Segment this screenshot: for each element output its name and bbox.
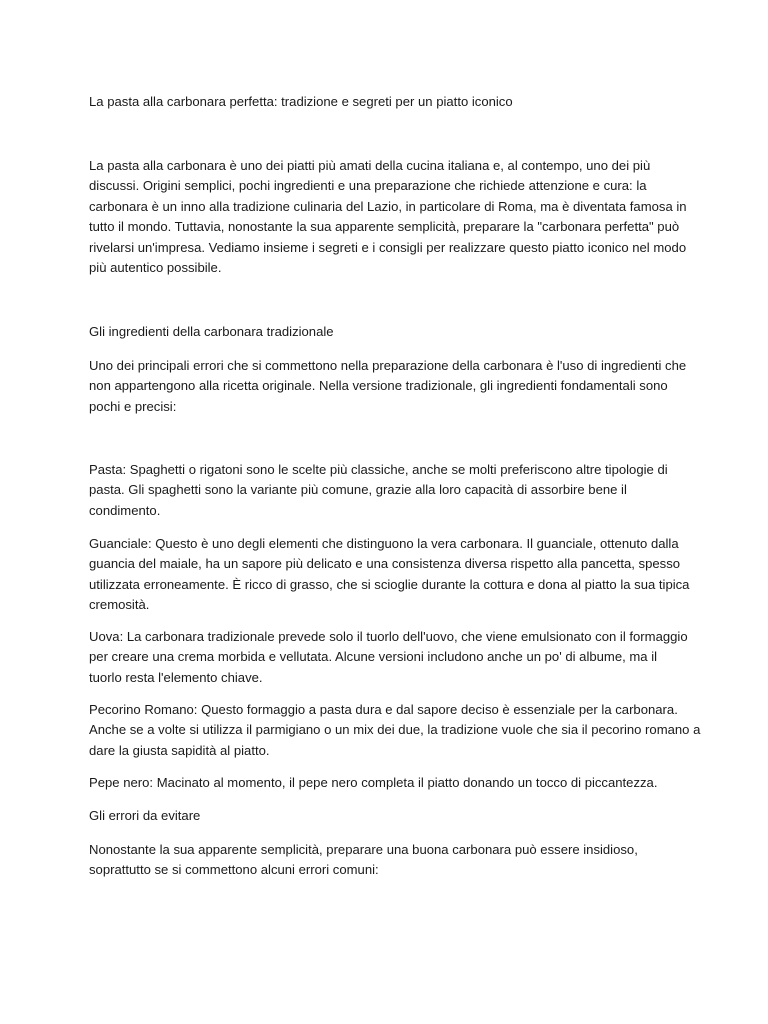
pasta-line-1: Pasta: Spaghetti o rigatoni sono le scelte più classiche, anche se molti preferiscono altre tipologie di bbox=[89, 462, 668, 477]
errors-intro-line-1: Nonostante la sua apparente semplicità, preparare una buona carbonara può essere insidioso, bbox=[89, 842, 638, 857]
intro-line-4: tutto il mondo. Tuttavia, nonostante la sua apparente semplicità, preparare la "carbonara perfetta" può bbox=[89, 219, 680, 235]
pecorino-line-3: dare la giusta sapidità al piatto. bbox=[89, 742, 270, 758]
pecorino-line-1: Pecorino Romano: Questo formaggio a pasta dura e dal sapore deciso è essenziale per la carbonara. bbox=[89, 702, 678, 717]
intro-line-3: carbonara è un inno alla tradizione culinaria del Lazio, in particolare di Roma, ma è diventata famosa in bbox=[89, 198, 687, 214]
uova-paragraph bbox=[89, 627, 688, 688]
pasta-line-2: pasta. Gli spaghetti sono la variante più comune, grazie alla loro capacità di assorbire bene il bbox=[89, 482, 627, 498]
intro-line-6: più autentico possibile. bbox=[89, 260, 222, 276]
document-title bbox=[89, 92, 513, 112]
guanciale-line-4: cremosità. bbox=[89, 597, 150, 613]
pepe-paragraph bbox=[89, 773, 657, 793]
ingredients-intro-line-2: non appartengono alla ricetta originale. Nella versione tradizionale, gli ingredienti fondamentali sono bbox=[89, 378, 668, 394]
uova-line-1: Uova: La carbonara tradizionale prevede solo il tuorlo dell'uovo, che viene emulsionato con il formaggio bbox=[89, 629, 688, 644]
pasta-paragraph bbox=[89, 460, 668, 521]
pecorino-line-2: Anche se a volte si utilizza il parmigiano o un mix dei due, la tradizione vuole che sia il pecorino romano a bbox=[89, 722, 701, 738]
guanciale-line-2: guancia del maiale, ha un sapore più delicato e una consistenza diversa rispetto alla pancetta, spesso bbox=[89, 556, 681, 572]
errors-intro-line-2: soprattutto se si commettono alcuni errori comuni: bbox=[89, 862, 379, 878]
intro-line-1: La pasta alla carbonara è uno dei piatti più amati della cucina italiana e, al contempo, uno dei più bbox=[89, 158, 651, 173]
guanciale-line-1: Guanciale: Questo è uno degli elementi che distinguono la vera carbonara. Il guanciale, ottenuto dalla bbox=[89, 536, 679, 551]
ingredients-intro-line-1: Uno dei principali errori che si commettono nella preparazione della carbonara è l'uso di ingredienti che bbox=[89, 358, 687, 373]
ingredients-intro-line-3: pochi e precisi: bbox=[89, 398, 177, 414]
intro-line-5: rivelarsi un'impresa. Vediamo insieme i segreti e i consigli per realizzare questo piatto iconico nel modo bbox=[89, 239, 687, 255]
heading-errors bbox=[89, 806, 200, 826]
guanciale-line-3: utilizzata erroneamente. È ricco di grasso, che si scioglie durante la cottura e dona al piatto la sua tipica bbox=[89, 576, 690, 592]
title-line: La pasta alla carbonara perfetta: tradizione e segreti per un piatto iconico bbox=[89, 94, 513, 109]
pepe-line: Pepe nero: Macinato al momento, il pepe nero completa il piatto donando un tocco di piccantezza. bbox=[89, 775, 658, 790]
heading-ingredients-line: Gli ingredienti della carbonara tradizionale bbox=[89, 324, 334, 339]
ingredients-intro-paragraph bbox=[89, 356, 686, 417]
heading-errors-line: Gli errori da evitare bbox=[89, 808, 201, 823]
guanciale-paragraph bbox=[89, 534, 689, 616]
pecorino-paragraph bbox=[89, 700, 700, 761]
heading-ingredients bbox=[89, 322, 334, 342]
errors-intro-paragraph bbox=[89, 840, 638, 881]
uova-line-3: tuorlo resta l'elemento chiave. bbox=[89, 669, 263, 685]
intro-paragraph bbox=[89, 156, 687, 278]
pasta-line-3: condimento. bbox=[89, 502, 161, 518]
intro-line-2: discussi. Origini semplici, pochi ingredienti e una preparazione che richiede attenzione e cura: la bbox=[89, 178, 647, 194]
uova-line-2: per creare una crema morbida e vellutata. Alcune versioni includono anche un po' di albume, ma il bbox=[89, 649, 658, 665]
